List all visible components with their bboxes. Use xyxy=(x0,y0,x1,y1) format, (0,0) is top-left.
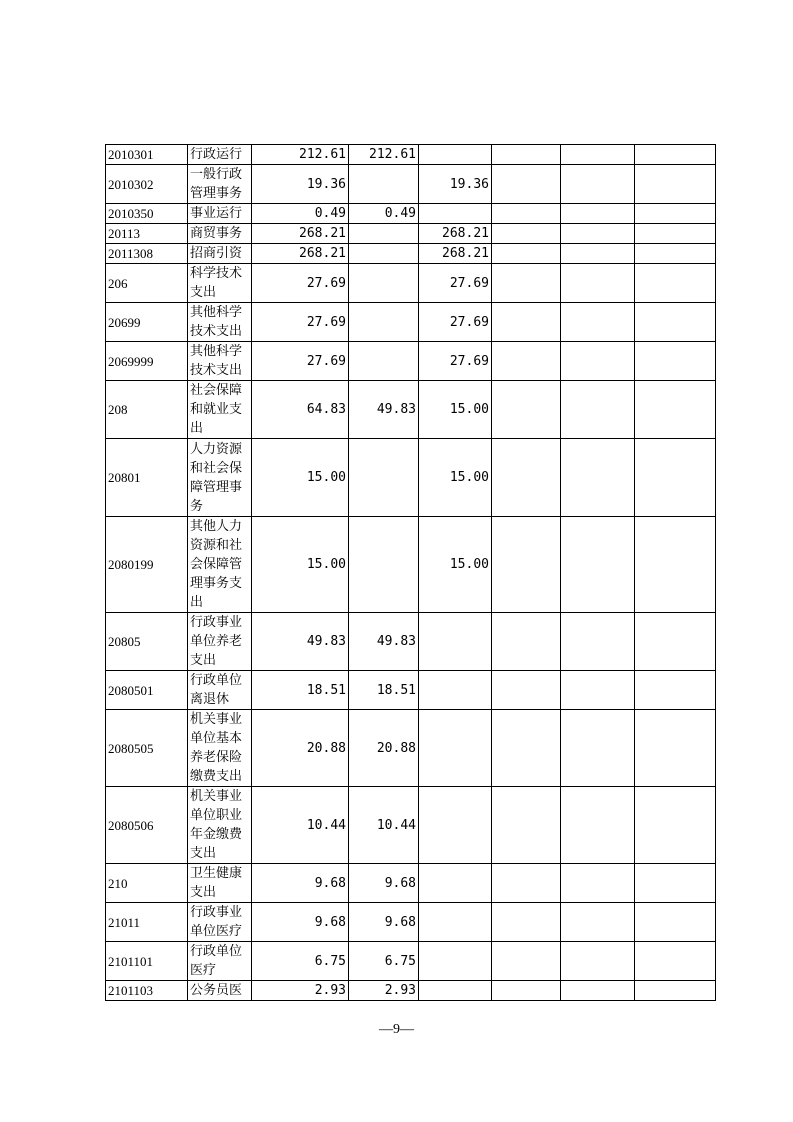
basic-cell: 49.83 xyxy=(349,381,419,439)
total-cell: 18.51 xyxy=(252,671,349,710)
total-cell: 15.00 xyxy=(252,439,349,517)
code-cell: 20801 xyxy=(106,439,188,517)
empty-cell xyxy=(492,787,561,864)
budget-table xyxy=(105,144,716,1001)
name-cell: 行政运行 xyxy=(188,145,252,165)
empty-cell xyxy=(635,224,716,244)
empty-cell xyxy=(561,145,635,165)
empty-cell xyxy=(561,165,635,204)
name-cell: 其他科学技术支出 xyxy=(188,342,252,381)
empty-cell xyxy=(492,224,561,244)
basic-cell: 18.51 xyxy=(349,671,419,710)
table-body xyxy=(106,145,716,1001)
basic-cell: 20.88 xyxy=(349,710,419,787)
name-cell: 人力资源和社会保障管理事务 xyxy=(188,439,252,517)
table-row xyxy=(106,439,716,517)
code-cell: 20805 xyxy=(106,613,188,671)
name-cell: 行政事业单位养老支出 xyxy=(188,613,252,671)
name-cell: 其他人力资源和社会保障管理事务支出 xyxy=(188,517,252,613)
total-cell: 2.93 xyxy=(252,981,349,1001)
basic-cell xyxy=(349,264,419,303)
empty-cell xyxy=(635,303,716,342)
name-cell: 其他科学技术支出 xyxy=(188,303,252,342)
empty-cell xyxy=(561,903,635,942)
name-cell: 行政单位医疗 xyxy=(188,942,252,981)
project-cell xyxy=(419,145,492,165)
project-cell xyxy=(419,981,492,1001)
empty-cell xyxy=(561,671,635,710)
table-row xyxy=(106,264,716,303)
table-row xyxy=(106,224,716,244)
empty-cell xyxy=(492,204,561,224)
name-cell: 事业运行 xyxy=(188,204,252,224)
name-cell: 行政单位离退休 xyxy=(188,671,252,710)
basic-cell xyxy=(349,244,419,264)
table-row xyxy=(106,342,716,381)
empty-cell xyxy=(635,145,716,165)
basic-cell: 49.83 xyxy=(349,613,419,671)
empty-cell xyxy=(561,244,635,264)
code-cell: 2080199 xyxy=(106,517,188,613)
basic-cell xyxy=(349,342,419,381)
empty-cell xyxy=(635,710,716,787)
name-cell: 行政事业单位医疗 xyxy=(188,903,252,942)
code-cell: 2010301 xyxy=(106,145,188,165)
empty-cell xyxy=(492,303,561,342)
page-number: —9— xyxy=(379,1022,414,1037)
code-cell: 208 xyxy=(106,381,188,439)
project-cell xyxy=(419,671,492,710)
basic-cell: 9.68 xyxy=(349,864,419,903)
empty-cell xyxy=(561,517,635,613)
total-cell: 27.69 xyxy=(252,303,349,342)
project-cell: 268.21 xyxy=(419,224,492,244)
total-cell: 268.21 xyxy=(252,244,349,264)
total-cell: 0.49 xyxy=(252,204,349,224)
code-cell: 20113 xyxy=(106,224,188,244)
empty-cell xyxy=(561,981,635,1001)
total-cell: 64.83 xyxy=(252,381,349,439)
total-cell: 15.00 xyxy=(252,517,349,613)
empty-cell xyxy=(492,903,561,942)
empty-cell xyxy=(635,981,716,1001)
table-row xyxy=(106,787,716,864)
table-row xyxy=(106,244,716,264)
project-cell: 268.21 xyxy=(419,244,492,264)
empty-cell xyxy=(635,264,716,303)
basic-cell xyxy=(349,517,419,613)
empty-cell xyxy=(561,613,635,671)
empty-cell xyxy=(561,224,635,244)
code-cell: 2080505 xyxy=(106,710,188,787)
empty-cell xyxy=(561,342,635,381)
total-cell: 27.69 xyxy=(252,342,349,381)
code-cell: 206 xyxy=(106,264,188,303)
code-cell: 2011308 xyxy=(106,244,188,264)
project-cell: 27.69 xyxy=(419,303,492,342)
empty-cell xyxy=(492,942,561,981)
total-cell: 19.36 xyxy=(252,165,349,204)
total-cell: 9.68 xyxy=(252,864,349,903)
code-cell: 210 xyxy=(106,864,188,903)
empty-cell xyxy=(492,671,561,710)
empty-cell xyxy=(635,244,716,264)
name-cell: 一般行政管理事务 xyxy=(188,165,252,204)
name-cell: 商贸事务 xyxy=(188,224,252,244)
table-row xyxy=(106,942,716,981)
basic-cell xyxy=(349,165,419,204)
empty-cell xyxy=(492,710,561,787)
basic-cell: 6.75 xyxy=(349,942,419,981)
total-cell: 20.88 xyxy=(252,710,349,787)
empty-cell xyxy=(635,787,716,864)
basic-cell xyxy=(349,439,419,517)
empty-cell xyxy=(492,381,561,439)
empty-cell xyxy=(635,942,716,981)
project-cell xyxy=(419,204,492,224)
project-cell: 27.69 xyxy=(419,264,492,303)
empty-cell xyxy=(492,613,561,671)
empty-cell xyxy=(635,671,716,710)
code-cell: 2010350 xyxy=(106,204,188,224)
empty-cell xyxy=(635,517,716,613)
basic-cell: 0.49 xyxy=(349,204,419,224)
empty-cell xyxy=(492,864,561,903)
empty-cell xyxy=(561,204,635,224)
code-cell: 2080501 xyxy=(106,671,188,710)
total-cell: 212.61 xyxy=(252,145,349,165)
empty-cell xyxy=(635,613,716,671)
project-cell xyxy=(419,942,492,981)
empty-cell xyxy=(635,342,716,381)
project-cell xyxy=(419,864,492,903)
project-cell: 15.00 xyxy=(419,381,492,439)
total-cell: 6.75 xyxy=(252,942,349,981)
basic-cell xyxy=(349,303,419,342)
empty-cell xyxy=(492,165,561,204)
empty-cell xyxy=(492,981,561,1001)
empty-cell xyxy=(635,165,716,204)
empty-cell xyxy=(635,204,716,224)
total-cell: 10.44 xyxy=(252,787,349,864)
total-cell: 268.21 xyxy=(252,224,349,244)
empty-cell xyxy=(492,439,561,517)
project-cell: 27.69 xyxy=(419,342,492,381)
empty-cell xyxy=(635,864,716,903)
table-row xyxy=(106,303,716,342)
code-cell: 21011 xyxy=(106,903,188,942)
project-cell xyxy=(419,787,492,864)
table-row xyxy=(106,981,716,1001)
empty-cell xyxy=(561,864,635,903)
basic-cell: 10.44 xyxy=(349,787,419,864)
empty-cell xyxy=(561,439,635,517)
basic-cell xyxy=(349,224,419,244)
name-cell: 公务员医 xyxy=(188,981,252,1001)
table-row xyxy=(106,710,716,787)
project-cell xyxy=(419,903,492,942)
basic-cell: 9.68 xyxy=(349,903,419,942)
code-cell: 2080506 xyxy=(106,787,188,864)
empty-cell xyxy=(561,942,635,981)
name-cell: 社会保障和就业支出 xyxy=(188,381,252,439)
table-row xyxy=(106,381,716,439)
empty-cell xyxy=(492,342,561,381)
total-cell: 9.68 xyxy=(252,903,349,942)
empty-cell xyxy=(561,787,635,864)
table-row xyxy=(106,517,716,613)
empty-cell xyxy=(561,264,635,303)
empty-cell xyxy=(492,264,561,303)
project-cell: 15.00 xyxy=(419,439,492,517)
basic-cell: 2.93 xyxy=(349,981,419,1001)
empty-cell xyxy=(635,381,716,439)
name-cell: 科学技术支出 xyxy=(188,264,252,303)
name-cell: 机关事业单位职业年金缴费支出 xyxy=(188,787,252,864)
table-row xyxy=(106,671,716,710)
empty-cell xyxy=(561,710,635,787)
empty-cell xyxy=(635,903,716,942)
table-row xyxy=(106,864,716,903)
table-row xyxy=(106,903,716,942)
basic-cell: 212.61 xyxy=(349,145,419,165)
project-cell: 15.00 xyxy=(419,517,492,613)
empty-cell xyxy=(492,244,561,264)
code-cell: 2101101 xyxy=(106,942,188,981)
name-cell: 卫生健康支出 xyxy=(188,864,252,903)
total-cell: 27.69 xyxy=(252,264,349,303)
empty-cell xyxy=(561,381,635,439)
total-cell: 49.83 xyxy=(252,613,349,671)
empty-cell xyxy=(561,303,635,342)
project-cell xyxy=(419,710,492,787)
code-cell: 2069999 xyxy=(106,342,188,381)
empty-cell xyxy=(492,517,561,613)
code-cell: 2010302 xyxy=(106,165,188,204)
project-cell: 19.36 xyxy=(419,165,492,204)
table-row xyxy=(106,613,716,671)
project-cell xyxy=(419,613,492,671)
table-row xyxy=(106,165,716,204)
name-cell: 机关事业单位基本养老保险缴费支出 xyxy=(188,710,252,787)
empty-cell xyxy=(492,145,561,165)
code-cell: 2101103 xyxy=(106,981,188,1001)
table-row xyxy=(106,145,716,165)
table-row xyxy=(106,204,716,224)
name-cell: 招商引资 xyxy=(188,244,252,264)
empty-cell xyxy=(635,439,716,517)
code-cell: 20699 xyxy=(106,303,188,342)
